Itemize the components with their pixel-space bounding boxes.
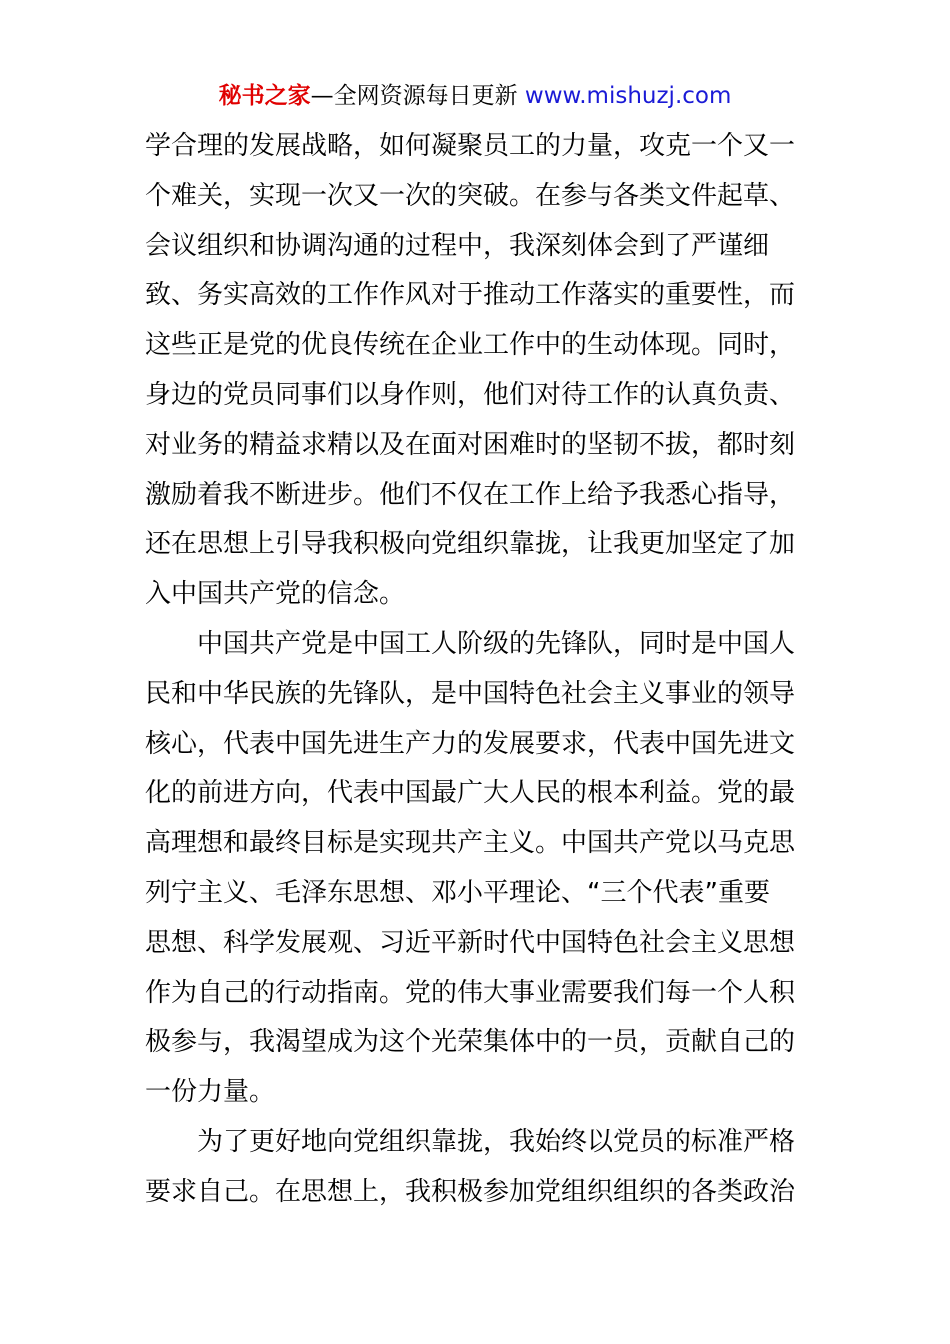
text-line: 对业务的精益求精以及在面对困难时的坚韧不拔，都时刻: [145, 429, 796, 460]
text-line: 列宁主义、毛泽东思想、邓小平理论、“三个代表”重要: [145, 877, 770, 908]
text-line: 核心，代表中国先进生产力的发展要求，代表中国先进文: [145, 728, 796, 759]
text-line: 个难关，实现一次又一次的突破。在参与各类文件起草、: [145, 180, 796, 211]
brand-name: 秘书之家: [218, 83, 311, 109]
page-header: [0, 82, 950, 110]
text-line: 激励着我不断进步。他们不仅在工作上给予我悉心指导，: [145, 479, 796, 510]
text-line: 还在思想上引导我积极向党组织靠拢，让我更加坚定了加: [145, 529, 796, 560]
text-line: 民和中华民族的先锋队，是中国特色社会主义事业的领导: [145, 678, 796, 709]
text-line: 会议组织和协调沟通的过程中，我深刻体会到了严谨细: [145, 230, 770, 261]
text-line: 身边的党员同事们以身作则，他们对待工作的认真负责、: [145, 379, 796, 410]
text-line: 一份力量。: [145, 1077, 276, 1108]
text-line: 致、务实高效的工作作风对于推动工作落实的重要性，而: [145, 280, 796, 311]
text-line: 化的前进方向，代表中国最广大人民的根本利益。党的最: [145, 778, 796, 809]
paragraph-first-line: 中国共产党是中国工人阶级的先锋队，同时是中国人: [197, 628, 796, 659]
text-line: 作为自己的行动指南。党的伟大事业需要我们每一个人积: [145, 977, 796, 1008]
paragraph-first-line: 为了更好地向党组织靠拢，我始终以党员的标准严格: [197, 1126, 796, 1157]
text-line: 入中国共产党的信念。: [145, 579, 406, 610]
text-line: 高理想和最终目标是实现共产主义。中国共产党以马克思: [145, 828, 796, 859]
text-line: 学合理的发展战略，如何凝聚员工的力量，攻克一个又一: [145, 131, 796, 161]
text-line: 思想、科学发展观、习近平新时代中国特色社会主义思想: [145, 927, 796, 958]
document-body: [145, 122, 815, 1218]
text-line: 极参与，我渴望成为这个光荣集体中的一员，贡献自己的: [145, 1027, 796, 1058]
text-line: 这些正是党的优良传统在企业工作中的生动体现。同时，: [145, 330, 796, 361]
header-tagline: —全网资源每日更新: [310, 83, 525, 109]
text-line: 要求自己。在思想上，我积极参加党组织组织的各类政治: [145, 1176, 796, 1207]
site-url[interactable]: www.mishuzj.com: [524, 83, 732, 109]
